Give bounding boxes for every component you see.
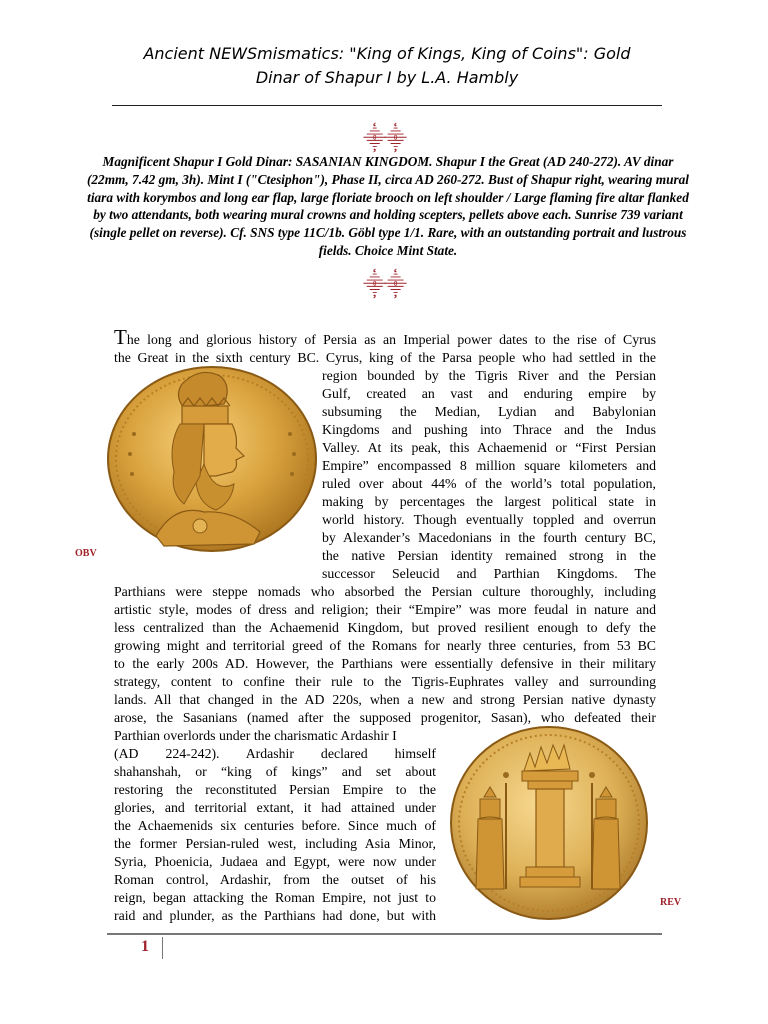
page-number-separator (162, 937, 163, 959)
body-line-33: raid and plunder, as the Parthians had done, but with (114, 908, 436, 923)
body-line-22: arose, the Sasanians (named after the supposed progenitor, Sasan), who defeated their (114, 710, 656, 725)
body-line-15: Parthians were steppe nomads who absorbed the Persian culture thoroughly, including (114, 584, 656, 599)
body-line-28: the Achaemenids six centuries before. Since much of (114, 818, 436, 833)
reverse-caption: REV (660, 897, 682, 908)
body-line-31: Roman control, Ardashir, from the outset of his (114, 872, 436, 887)
body-line-12: by Alexander’s Macedonians in the fourth century BC, (322, 530, 656, 545)
body-line-14: successor Seleucid and Parthian Kingdoms. The (322, 566, 656, 581)
body-line-21: lands. All that changed in the AD 220s, when a new and strong Persian native dynasty (114, 692, 656, 707)
body-line-6: Kingdoms and pushing into Thrace and the Indus (322, 422, 656, 437)
coin-reverse-image (448, 723, 650, 923)
document-header (112, 42, 662, 90)
body-line-17: less centralized than the Achaemenid Kingdom, but proved resilient enough to defy the (114, 620, 656, 635)
body-line-8: Empire” encompassed 8 million square kilometers and (322, 458, 656, 473)
body-line-19: to the early 200s AD. However, the Parthians were essentially defensive in their military (114, 656, 656, 671)
coin-obverse-image (104, 364, 320, 554)
page-number: 1 (141, 938, 149, 955)
body-line-4: Gulf, created an vast and enduring empire by (322, 386, 656, 401)
body-line-25: shahanshah, or “king of kings” and set about (114, 764, 436, 779)
scroll-ornament-icon: ⸎⸎ (363, 127, 405, 152)
body-line-29: the former Persian-ruled west, including Asia Minor, (114, 836, 436, 851)
body-line-32: reign, began attacking the Roman Empire, not just to (114, 890, 436, 905)
body-line-3: region bounded by the Tigris River and the Persian (322, 368, 656, 383)
footer-divider (107, 933, 662, 935)
body-line-27: glories, and territorial extant, it had attained under (114, 800, 436, 815)
header-title-line-2: Dinar of Shapur I by L.A. Hambly (255, 68, 519, 87)
body-line-16: artistic style, modes of dress and religion; their “Empire” was more feudal in nature and (114, 602, 656, 617)
body-line-5: subsuming the Median, Lydian and Babylonian (322, 404, 656, 419)
body-line-26: restoring the reconstituted Persian Empire to the (114, 782, 436, 797)
body-line-10: making by percentages the largest political state in (322, 494, 656, 509)
body-line-13: the native Persian identity remained strong in the (322, 548, 656, 563)
body-line-30: Syria, Phoenicia, Judaea and Egypt, were now under (114, 854, 436, 869)
body-line-7: Valley. At its peak, this Achaemenid or “First Persian (322, 440, 656, 455)
body-line-2: the Great in the sixth century BC. Cyrus, king of the Parsa people who had settled in the (114, 350, 656, 365)
header-title-line-1: Ancient NEWSmismatics: "King of Kings, King of Coins": Gold (143, 44, 631, 63)
body-line-11: world history. Though eventually toppled and overrun (322, 512, 656, 527)
header-divider (112, 105, 662, 106)
body-line-9: ruled over about 44% of the world’s total population, (322, 476, 656, 491)
drop-cap: T (114, 325, 127, 349)
obverse-caption: OBV (75, 548, 97, 559)
body-line-1: The long and glorious history of Persia as an Imperial power dates to the rise of Cyrus (114, 325, 656, 349)
body-line-23: Parthian overlords under the charismatic Ardashir I (114, 728, 397, 743)
body-line-20: strategy, content to confine their rule to the Tigris-Euphrates valley and surrounding (114, 674, 656, 689)
body-line-24: (AD 224-242). Ardashir declared himself (114, 746, 436, 761)
body-line-18: growing might and territorial greed of the Romans for nearly three centuries, from 53 BC (114, 638, 656, 653)
coin-description: Magnificent Shapur I Gold Dinar: SASANIAN KINGDOM. Shapur I the Great (AD 240-272). AV dinar (22mm, 7.42 gm, 3h). Mint I ("Ctesiphon"), Phase II, circa AD 260-272. Bust of Shapur right, wearing mural tiara with korymbos and long ear flap, large floriate brooch on left shoulder / Large flaming fire altar flanked by two attendants, both wearing mural crowns and holding scepters, pellets above each. Sunrise 739 variant (single pellet on reverse). Cf. SNS type 11C/1b. Göbl type 1/1. Rare, with an outstanding portrait and lustrous fields. Choice Mint State. (86, 154, 689, 258)
scroll-ornament-icon: ⸎⸎ (363, 273, 405, 298)
